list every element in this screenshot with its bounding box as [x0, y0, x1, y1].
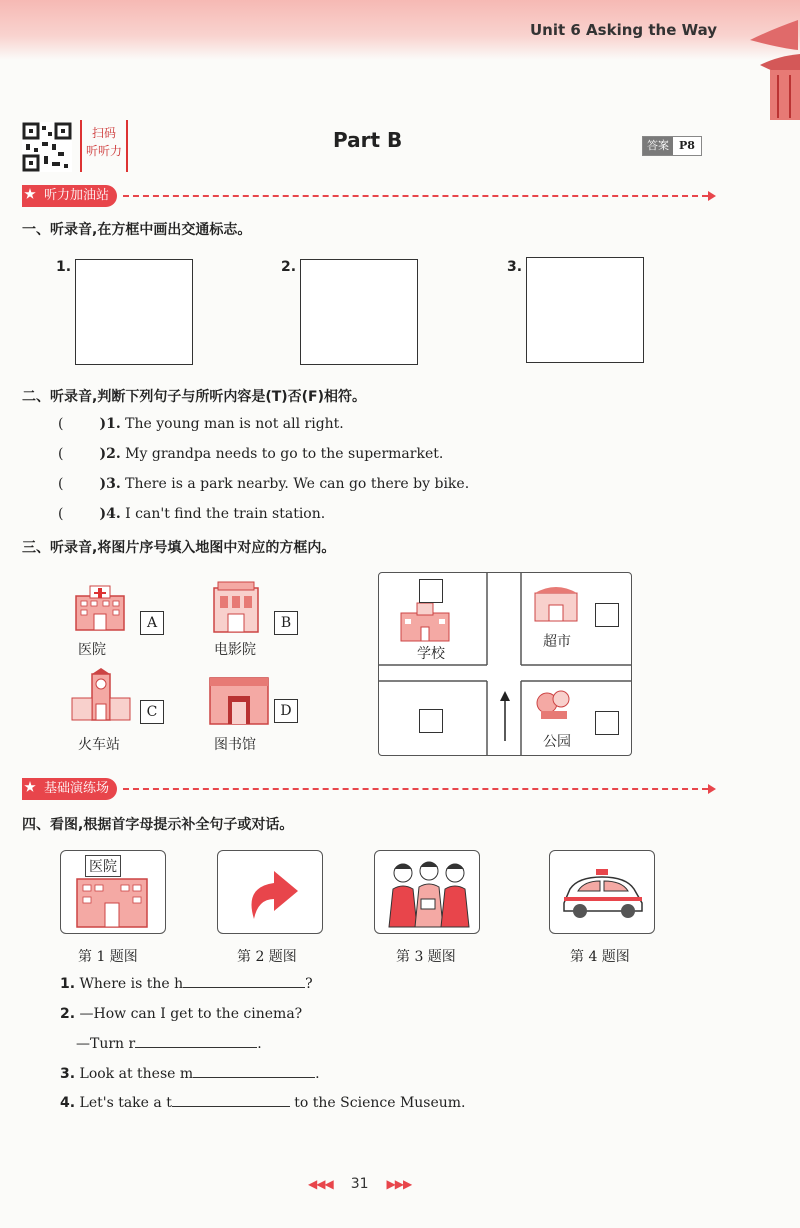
draw-box-3-number: 3. [507, 259, 523, 275]
pagoda-decoration [740, 10, 800, 120]
page-title: Part B [333, 128, 403, 152]
picture-caption-cinema: 电影院 [214, 642, 256, 658]
tf-item-number: )2. [99, 446, 121, 462]
library-icon [208, 676, 270, 726]
letter-box-b: B [274, 611, 298, 635]
tf-item-number: )3. [99, 476, 121, 492]
hospital-sign: 医院 [85, 855, 121, 877]
sentence-number: 2. [60, 1006, 76, 1022]
answer-paren[interactable]: ( [58, 416, 64, 432]
scan-to-listen-label [80, 120, 128, 172]
scan-line-2: 听听力 [85, 144, 122, 158]
hospital-icon [72, 582, 128, 632]
unit-title: Unit 6 Asking the Way [530, 21, 718, 39]
sentence-before: Let's take a t [79, 1095, 172, 1111]
fill-sentence-3 [60, 1066, 320, 1082]
picture-1-hospital [60, 850, 166, 934]
sentence-after: . [315, 1066, 320, 1082]
right-arrows-icon: ▶▶▶ [386, 1177, 412, 1191]
turn-right-arrow-icon [240, 861, 302, 923]
sentence-number: 3. [60, 1066, 76, 1082]
answer-blank[interactable] [172, 1106, 290, 1107]
fill-sentence-1 [60, 976, 313, 992]
tf-item-number: )1. [99, 416, 121, 432]
answer-tag-label: 答案 [643, 137, 673, 155]
question-3-title: 三、听录音,将图片序号填入地图中对应的方框内。 [22, 540, 336, 556]
picture-1-caption: 第 1 题图 [78, 949, 138, 965]
section-banner-listening [22, 185, 716, 207]
fill-sentence-2 [60, 1006, 302, 1022]
tf-item-4 [58, 506, 325, 522]
draw-box-2-number: 2. [281, 259, 297, 275]
people-icon [381, 857, 473, 929]
draw-box-1[interactable] [75, 259, 193, 365]
sentence-before: Where is the h [79, 976, 184, 992]
tf-item-text: I can't find the train station. [125, 506, 326, 522]
sentence-number: 4. [60, 1095, 76, 1111]
map-label-supermarket: 超市 [543, 634, 571, 650]
tf-item-text: My grandpa needs to go to the supermarket. [125, 446, 444, 462]
question-4-title: 四、看图,根据首字母提示补全句子或对话。 [22, 817, 294, 833]
picture-caption-library: 图书馆 [214, 737, 256, 753]
train-station-icon [70, 668, 132, 724]
section-label-listening: 听力加油站 [22, 185, 117, 207]
sentence-before: —How can I get to the cinema? [79, 1006, 303, 1022]
picture-4-taxi [549, 850, 655, 934]
draw-box-1-number: 1. [56, 259, 72, 275]
picture-3-caption: 第 3 题图 [396, 949, 456, 965]
sentence-before: Look at these m [79, 1066, 194, 1082]
tf-item-2 [58, 446, 443, 462]
picture-4-caption: 第 4 题图 [570, 949, 630, 965]
sentence-after: to the Science Museum. [289, 1095, 466, 1111]
map-label-school: 学校 [417, 646, 445, 662]
street-map [378, 572, 632, 756]
fill-sentence-4 [60, 1095, 466, 1111]
answer-tag[interactable] [642, 136, 702, 156]
picture-caption-hospital: 医院 [78, 642, 106, 658]
section-label-practice: 基础演练场 [22, 778, 117, 800]
scan-line-1: 扫码 [91, 126, 116, 140]
left-arrows-icon: ◀◀◀ [308, 1177, 333, 1191]
answer-paren[interactable]: ( [58, 506, 64, 522]
banner-divider [123, 195, 708, 197]
map-label-park: 公园 [543, 734, 571, 750]
picture-caption-train-station: 火车站 [78, 737, 120, 753]
answer-blank[interactable] [193, 1077, 315, 1078]
tf-item-3 [58, 476, 469, 492]
sentence-after: ? [305, 976, 313, 992]
cinema-icon [210, 580, 262, 634]
tf-item-number: )4. [99, 506, 121, 522]
draw-box-2[interactable] [300, 259, 418, 365]
picture-3-people [374, 850, 480, 934]
tf-item-1 [58, 416, 344, 432]
picture-2-turn-right [217, 850, 323, 934]
map-answer-box-supermarket[interactable] [595, 603, 619, 627]
sentence-before: —Turn r [76, 1036, 136, 1052]
map-answer-box-park[interactable] [595, 711, 619, 735]
question-2-title: 二、听录音,判断下列句子与所听内容是(T)否(F)相符。 [22, 389, 367, 405]
page-footer [308, 1176, 411, 1192]
banner-divider [123, 788, 708, 790]
picture-2-caption: 第 2 题图 [237, 949, 297, 965]
sentence-number: 1. [60, 976, 76, 992]
hospital-building-icon [71, 875, 153, 929]
answer-paren[interactable]: ( [58, 476, 64, 492]
fill-sentence-2-reply [76, 1036, 262, 1052]
map-answer-box-top-left[interactable] [419, 579, 443, 603]
qr-code-icon[interactable] [22, 122, 72, 172]
answer-blank[interactable] [183, 987, 305, 988]
banner-arrow-icon [708, 191, 716, 201]
draw-box-3[interactable] [526, 257, 644, 363]
map-answer-box-bottom-left[interactable] [419, 709, 443, 733]
letter-box-d: D [274, 699, 298, 723]
letter-box-c: C [140, 700, 164, 724]
taxi-icon [556, 865, 648, 921]
tf-item-text: There is a park nearby. We can go there by bike. [125, 476, 470, 492]
answer-paren[interactable]: ( [58, 446, 64, 462]
answer-tag-page: P8 [673, 137, 701, 155]
banner-arrow-icon [708, 784, 716, 794]
answer-blank[interactable] [135, 1047, 257, 1048]
map-roads [379, 573, 631, 755]
section-banner-practice [22, 778, 716, 800]
sentence-after: . [257, 1036, 262, 1052]
letter-box-a: A [140, 611, 164, 635]
question-1-title: 一、听录音,在方框中画出交通标志。 [22, 222, 252, 238]
tf-item-text: The young man is not all right. [125, 416, 344, 432]
page-number: 31 [350, 1176, 369, 1192]
